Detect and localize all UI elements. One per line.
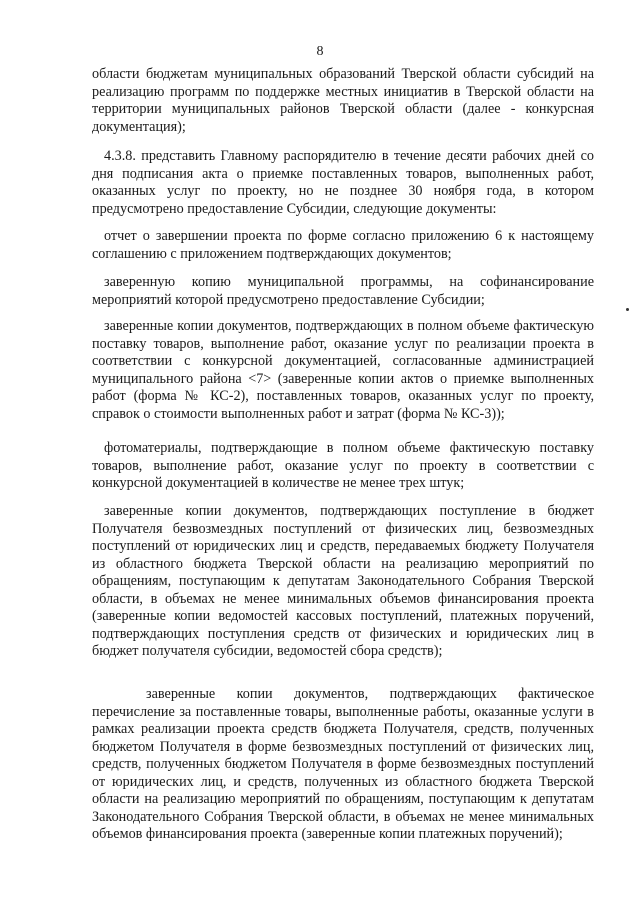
- paragraph-payment-documents: заверенные копии документов, подтверждающих фактическое перечисление за поставленные товары, выполненные работы, оказанные услуги в рамках реализации проекта средств бюджета Получателя, средств, полученных бюджетом Получателя в форме безвозмездных поступлений от физических лиц, средств, полученных бюджетом Получателя в форме безвозмездных поступлений от юридических лиц, и средств, полученных из областного бюджета Тверской области на реализацию мероприятий по обращениям, поступающим к депутатам Законодательного Собрания Тверской области, в объемах не менее минимальных объемов финансирования проекта (заверенные копии платежных поручений);: [92, 686, 594, 842]
- paragraph-acceptance-documents: заверенные копии документов, подтверждающих в полном объеме фактическую поставку товаров, выполнение работ, оказание услуг по реализации проекта в соответствии с конкурсной документацией, согласованные администрацией муниципального района <7> (заверенные копии актов о приемке выполненных работ (форма № КС-2), поставленных товаров, оказанных услуг по проекту, справок о стоимости выполненных работ и затрат (форма № КС-3));: [92, 318, 594, 422]
- scan-dot-mark: [626, 308, 629, 311]
- paragraph-revenue-documents: заверенные копии документов, подтверждающих поступление в бюджет Получателя безвозмездных поступлений от физических лиц, безвозмездных поступлений от юридических лиц и средств, передаваемых бюджету Получателя из областного бюджета Тверской области на реализацию мероприятий по обращениям, поступающим к депутатам Законодательного Собрания Тверской области, в объемах не менее минимальных объемов финансирования проекта (заверенные копии ведомостей кассовых поступлений, платежных поручений, подтверждающих поступления средств от физических и юридических лиц в бюджет получателя субсидии, ведомостей сбора средств);: [92, 503, 594, 659]
- paragraph-4-3-8: 4.3.8. представить Главному распорядителю в течение десяти рабочих дней со дня подписания акта о приемке поставленных товаров, выполненных работ, оказанных услуг по проекту, но не позднее 30 ноября года, в котором предусмотрено предоставление Субсидии, следующие документы:: [92, 148, 594, 217]
- paragraph-program-copy: заверенную копию муниципальной программы, на софинансирование мероприятий которой предусмотрено предоставление Субсидии;: [92, 274, 594, 308]
- paragraph-report: отчет о завершении проекта по форме согласно приложению 6 к настоящему соглашению с приложением подтверждающих документов;: [92, 228, 594, 262]
- paragraph-continuation: области бюджетам муниципальных образований Тверской области субсидий на реализацию программ по поддержке местных инициатив в Тверской области на территории муниципальных районов Тверской области (далее - конкурсная документация);: [92, 66, 594, 135]
- page-number: 8: [316, 44, 324, 59]
- paragraph-photo-materials: фотоматериалы, подтверждающие в полном объеме фактическую поставку товаров, выполнение работ, оказание услуг по проекту в соответствии с конкурсной документацией в количестве не менее трех штук;: [92, 440, 594, 491]
